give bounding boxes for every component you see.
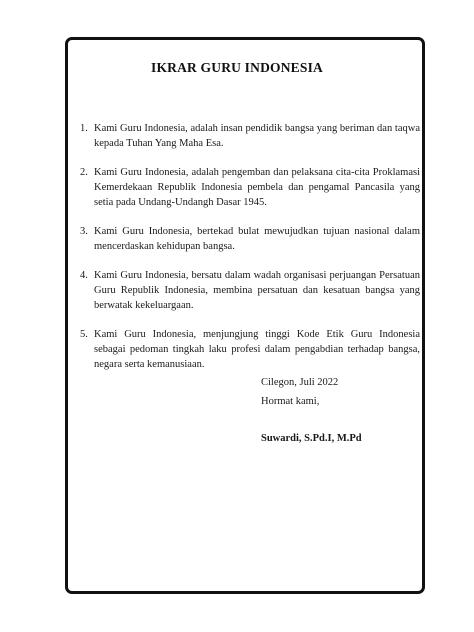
pledge-number: 1.	[80, 123, 88, 134]
place-date: Cilegon, Juli 2022	[261, 377, 339, 388]
pledge-number: 5.	[80, 329, 88, 340]
pledge-item-3	[80, 224, 420, 254]
pledge-text: Kami Guru Indonesia, adalah pengemban dan pelaksana cita-cita Proklamasi Kemerdekaan Republik Indonesia pembela dan pengamal Pancasila yang setia pada Undang-Undangh Dasar 1945.	[94, 167, 420, 208]
pledge-text: Kami Guru Indonesia, adalah insan pendidik bangsa yang beriman dan taqwa kepada Tuhan Yang Maha Esa.	[94, 123, 420, 149]
pledge-number: 3.	[80, 226, 88, 237]
pledge-text: Kami Guru Indonesia, bertekad bulat mewujudkan tujuan nasional dalam mencerdaskan kehidupan bangsa.	[94, 226, 420, 252]
closing-regards: Hormat kami,	[261, 396, 320, 407]
pledge-item-5	[80, 327, 420, 372]
pledge-list	[80, 121, 420, 386]
pledge-text: Kami Guru Indonesia, bersatu dalam wadah organisasi perjuangan Persatuan Guru Republik Indonesia, membina persatuan dan kesatuan bangsa yang berwatak kekeluargaan.	[94, 270, 420, 311]
pledge-number: 2.	[80, 167, 88, 178]
document-title: IKRAR GURU INDONESIA	[150, 60, 324, 75]
signer-name: Suwardi, S.Pd.I, M.Pd	[261, 433, 362, 444]
pledge-text: Kami Guru Indonesia, menjungjung tinggi Kode Etik Guru Indonesia sebagai pedoman tingkah laku profesi dalam pengabdian terhadap bangsa, negara serta kemanusiaan.	[94, 329, 420, 370]
pledge-number: 4.	[80, 270, 88, 281]
pledge-item-2	[80, 165, 420, 210]
pledge-item-4	[80, 268, 420, 313]
pledge-item-1	[80, 121, 420, 151]
